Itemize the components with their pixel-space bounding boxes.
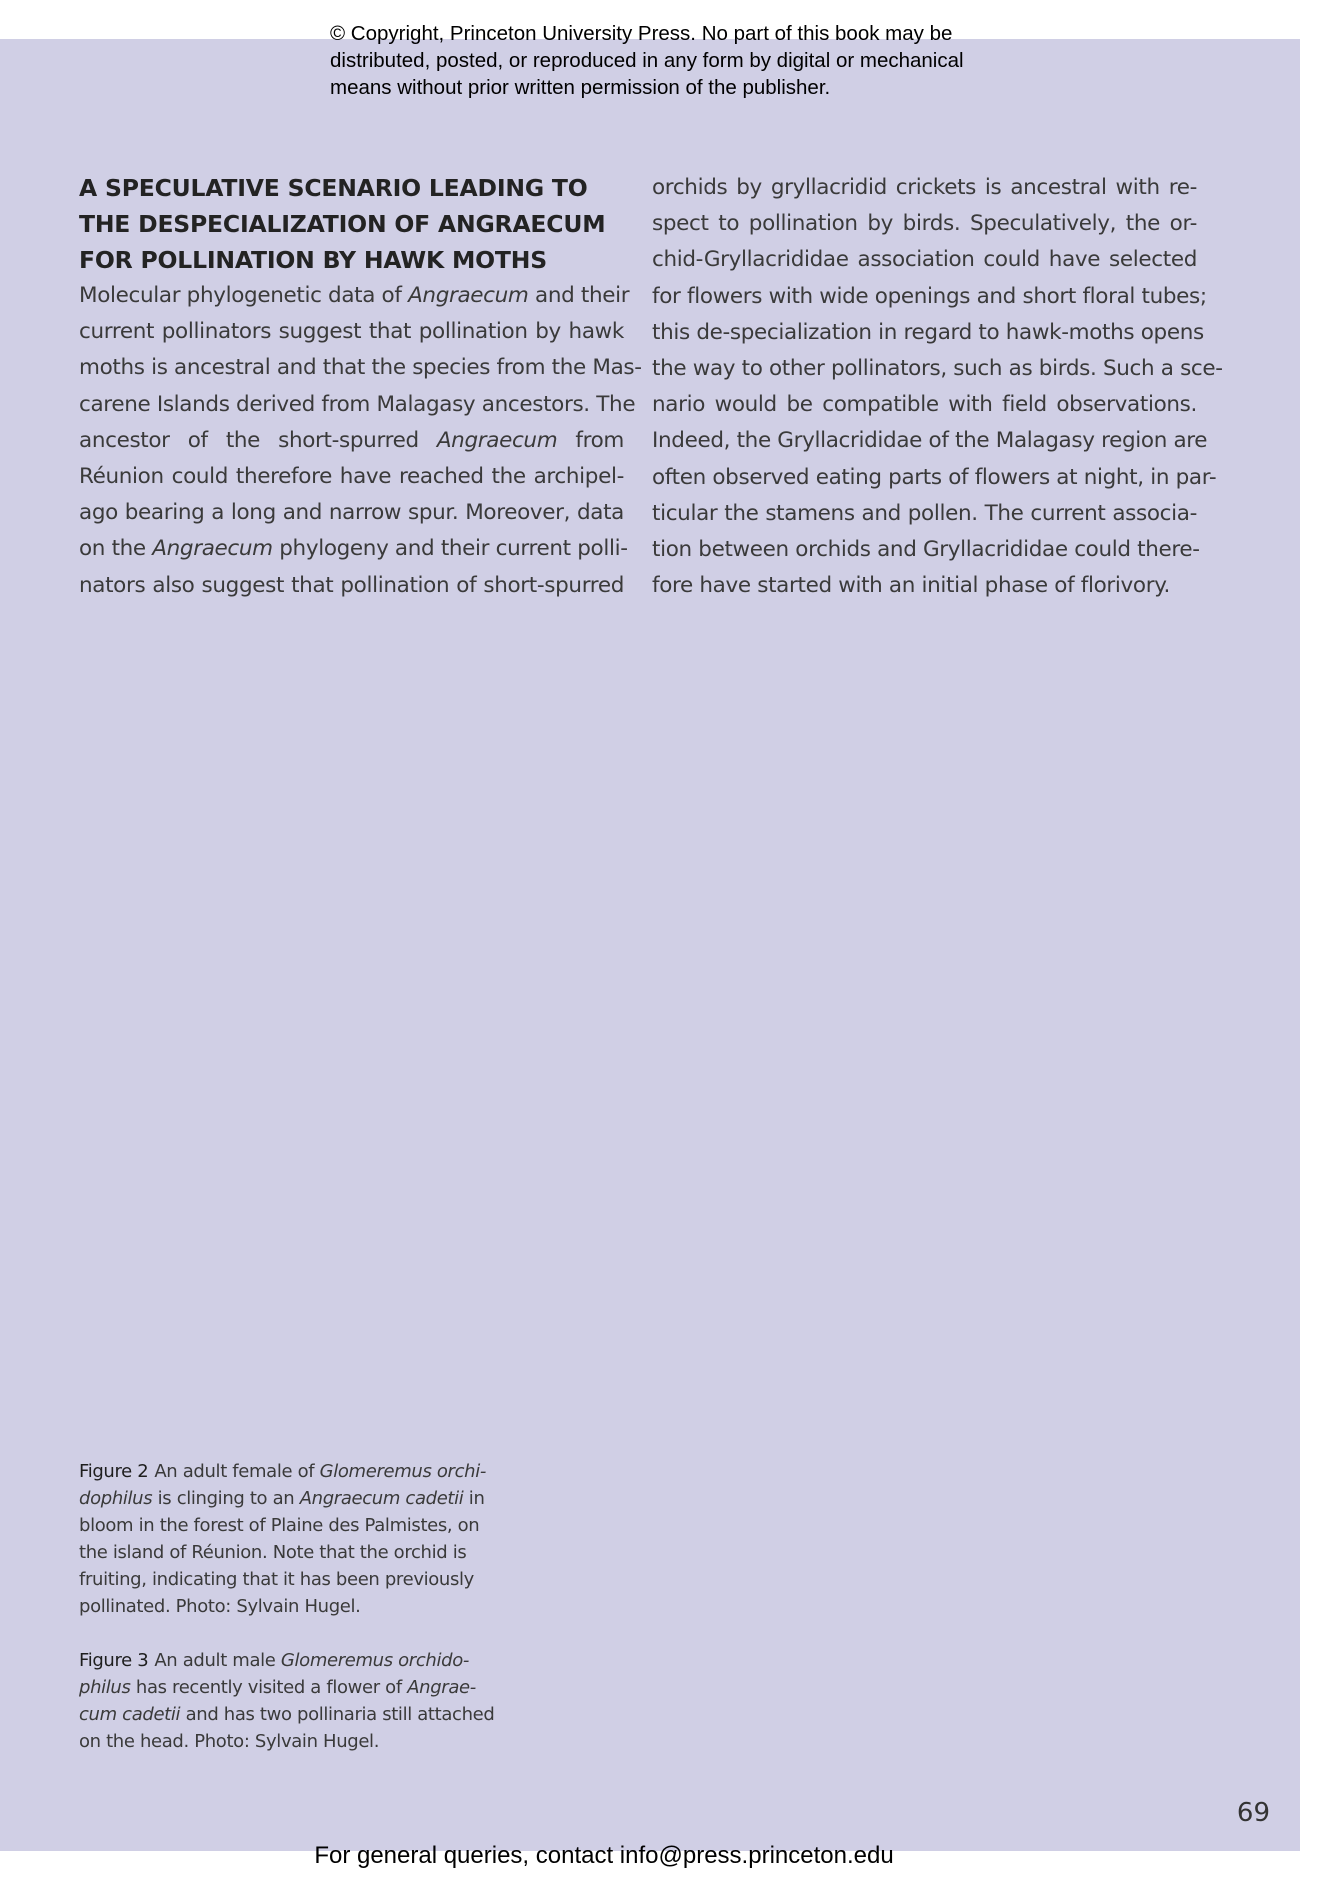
italic-term: Glomeremus orchi- [319,1461,486,1482]
text-span: chid-Gryllacrididae association could have selected [652,247,1197,273]
caption-line [79,1566,519,1593]
italic-term: philus [79,1677,131,1698]
text-line [652,460,1217,496]
italic-term: Glomeremus orchido- [280,1650,469,1671]
text-span: has recently visited a flower of [130,1677,408,1698]
italic-term: cum cadetii [79,1704,181,1725]
text-span: this de-specialization in regard to hawk-moths opens [652,319,1204,345]
text-span: phylogeny and their current polli- [272,536,628,562]
text-line [652,279,1207,315]
text-span: for flowers with wide openings and short floral tubes; [652,283,1207,309]
text-line [79,387,636,423]
text-line [79,423,624,459]
text-line [79,459,624,495]
text-line [652,423,1208,459]
figure-3-caption-text [79,1647,519,1755]
text-span: Molecular phylogenetic data of [79,283,409,308]
text-span: ancestor of the short-spurred [79,427,437,453]
text-line [652,496,1197,532]
italic-term: Angraecum [152,536,273,562]
heading-line: THE DESPECIALIZATION OF ANGRAECUM [79,210,606,238]
text-line [652,568,1197,604]
text-span: An adult male [154,1650,281,1671]
text-span: orchids by gryllacridid crickets is ancestral with re- [652,175,1197,200]
text-span: carene Islands derived from Malagasy ancestors. The [79,391,636,417]
caption-line [79,1593,519,1620]
right-column [652,170,1223,604]
text-span: the way to other pollinators, such as birds. Such a sce- [652,356,1223,382]
text-span: in [463,1488,485,1509]
page-number: 69 [1236,1798,1270,1828]
text-line [652,170,1197,206]
text-span: pollinated. Photo: Sylvain Hugel. [79,1596,361,1617]
italic-term: Angraecum [436,427,558,453]
text-span: Réunion could therefore have reached the archipel- [79,464,624,490]
text-line [79,350,642,386]
copyright-notice [330,20,1030,101]
text-line [79,278,630,314]
figure-2-caption-text [79,1458,519,1620]
copyright-line: © Copyright, Princeton University Press. No part of this book may be [330,22,953,45]
left-body-text [79,278,642,604]
italic-term: Angraecum [408,283,529,308]
text-span: often observed eating parts of flowers at night, in par- [652,464,1217,490]
text-span: fore have started with an initial phase of florivory. [652,573,1171,599]
caption-line [79,1485,519,1512]
caption-line [79,1728,519,1755]
text-span: ticular the stamens and pollen. The current associa- [652,500,1197,526]
caption-line [79,1674,519,1701]
text-span: and has two pollinaria still attached [180,1704,495,1725]
text-span: An adult female of [154,1461,320,1482]
italic-term: Angraecum cadetii [299,1488,464,1509]
text-span: ago bearing a long and narrow spur. Moreover, data [79,500,624,526]
figure-3-caption [79,1647,519,1755]
text-span: fruiting, indicating that it has been previously [79,1569,474,1590]
caption-line [79,1512,519,1539]
caption-line [79,1647,519,1674]
text-line [79,495,624,531]
text-span: the island of Réunion. Note that the orchid is [79,1542,467,1563]
heading-line: FOR POLLINATION BY HAWK MOTHS [79,246,547,274]
text-span: on the [79,536,153,562]
text-span: is clinging to an [152,1488,300,1509]
caption-line [79,1539,519,1566]
text-span: Indeed, the Gryllacrididae of the Malagasy region are [652,428,1208,454]
text-span: on the head. Photo: Sylvain Hugel. [79,1731,380,1752]
text-line [652,242,1197,278]
italic-term: Angrae- [407,1677,476,1698]
text-span: tion between orchids and Gryllacrididae could there- [652,537,1200,563]
text-span: from [557,427,624,453]
text-line [652,532,1200,568]
text-span: current pollinators suggest that pollination by hawk [79,319,624,345]
text-span: moths is ancestral and that the species from the Mas- [79,355,642,381]
text-span: spect to pollination by birds. Speculatively, the or- [652,211,1197,237]
text-span: bloom in the forest of Plaine des Palmistes, on [79,1515,480,1536]
copyright-line: distributed, posted, or reproduced in any form by digital or mechanical [330,49,964,72]
text-line [652,206,1197,242]
figure-2-caption [79,1458,519,1620]
caption-line [79,1701,519,1728]
footer-contact: For general queries, contact info@press.princeton.edu [314,1842,894,1869]
text-span: nators also suggest that pollination of short-spurred [79,572,624,598]
text-line [652,315,1204,351]
text-span: nario would be compatible with field observations. [652,392,1197,418]
left-column [79,170,642,604]
text-line [79,568,624,604]
caption-line [79,1458,519,1485]
figure-label: Figure 2 [79,1461,149,1482]
text-line [79,314,624,350]
text-line [79,531,628,567]
text-line [652,387,1197,423]
right-body-text [652,170,1223,604]
figure-label: Figure 3 [79,1650,149,1671]
copyright-line: means without prior written permission of the publisher. [330,76,831,99]
text-line [652,351,1223,387]
heading-line: A SPECULATIVE SCENARIO LEADING TO [79,174,588,202]
italic-term: dophilus [79,1488,153,1509]
section-heading [79,170,624,278]
text-span: and their [528,283,630,308]
